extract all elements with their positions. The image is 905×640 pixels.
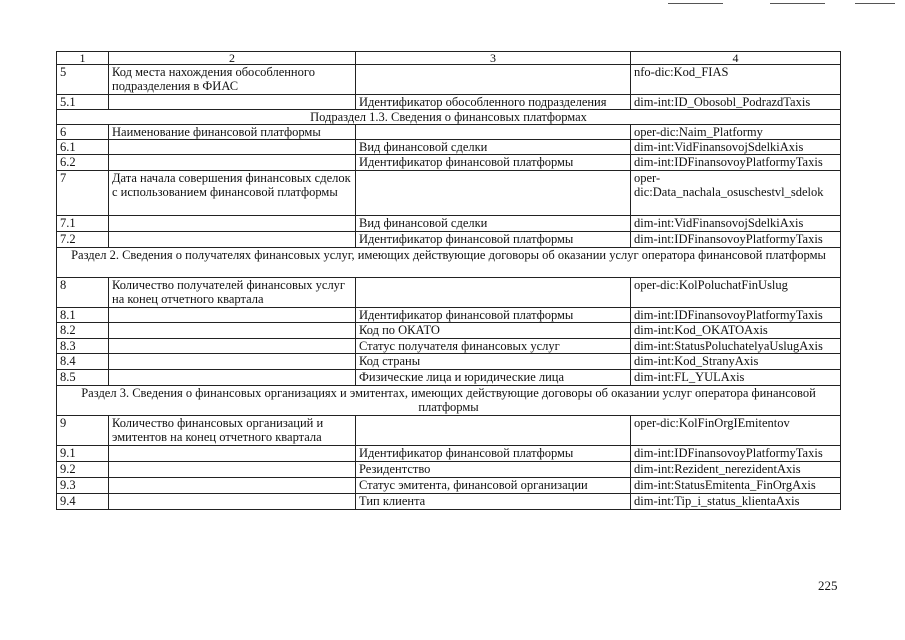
indicator-name <box>109 339 356 354</box>
row-number: 8.4 <box>57 354 109 370</box>
taxonomy-element: dim-int:IDFinansovoyPlatformyTaxis <box>631 308 841 323</box>
table-row <box>57 171 841 216</box>
row-number: 7.1 <box>57 216 109 232</box>
header-rule <box>668 3 723 4</box>
dimension-name: Физические лица и юридические лица <box>356 370 631 386</box>
taxonomy-element: oper-dic:Data_nachala_osuschestvl_sdelok <box>631 171 841 216</box>
row-number: 8 <box>57 278 109 308</box>
dimension-name: Тип клиента <box>356 494 631 510</box>
row-number: 7.2 <box>57 232 109 248</box>
indicator-name: Количество финансовых организаций и эмитентов на конец отчетного квартала <box>109 416 356 446</box>
table-row <box>57 140 841 155</box>
table-row <box>57 232 841 248</box>
table-row <box>57 462 841 478</box>
taxonomy-element: dim-int:IDFinansovoyPlatformyTaxis <box>631 155 841 171</box>
taxonomy-element: nfo-dic:Kod_FIAS <box>631 65 841 95</box>
row-number: 9 <box>57 416 109 446</box>
indicator-name <box>109 308 356 323</box>
indicator-name: Наименование финансовой платформы <box>109 125 356 140</box>
row-number: 8.1 <box>57 308 109 323</box>
column-header: 2 <box>109 52 356 65</box>
taxonomy-element: oper-dic:Naim_Platformy <box>631 125 841 140</box>
indicator-name: Количество получателей финансовых услуг на конец отчетного квартала <box>109 278 356 308</box>
taxonomy-element: dim-int:VidFinansovojSdelkiAxis <box>631 140 841 155</box>
taxonomy-element: dim-int:StatusPoluchatelyaUslugAxis <box>631 339 841 354</box>
table-row <box>57 370 841 386</box>
taxonomy-element: oper-dic:KolPoluchatFinUslug <box>631 278 841 308</box>
dimension-name <box>356 65 631 95</box>
row-number: 9.1 <box>57 446 109 462</box>
table-row <box>57 323 841 339</box>
dimension-name: Код страны <box>356 354 631 370</box>
table-row <box>57 278 841 308</box>
taxonomy-element: dim-int:Kod_OKATOAxis <box>631 323 841 339</box>
taxonomy-element: dim-int:Kod_StranyAxis <box>631 354 841 370</box>
taxonomy-element: dim-int:VidFinansovojSdelkiAxis <box>631 216 841 232</box>
row-number: 8.2 <box>57 323 109 339</box>
table-row <box>57 65 841 95</box>
table-header-row <box>57 52 841 65</box>
dimension-name: Идентификатор финансовой платформы <box>356 308 631 323</box>
row-number: 6 <box>57 125 109 140</box>
indicator-name <box>109 370 356 386</box>
indicator-name: Код места нахождения обособленного подразделения в ФИАС <box>109 65 356 95</box>
table-row <box>57 494 841 510</box>
taxonomy-element: dim-int:Tip_i_status_klientaAxis <box>631 494 841 510</box>
table-row <box>57 446 841 462</box>
table-row <box>57 125 841 140</box>
dimension-name <box>356 278 631 308</box>
page-number: 225 <box>818 578 838 593</box>
table-body <box>57 65 841 510</box>
indicator-name <box>109 354 356 370</box>
column-header: 3 <box>356 52 631 65</box>
table-row <box>57 95 841 110</box>
row-number: 9.4 <box>57 494 109 510</box>
table-row <box>57 308 841 323</box>
indicator-name: Дата начала совершения финансовых сделок с использованием финансовой платформы <box>109 171 356 216</box>
table-row <box>57 339 841 354</box>
indicator-name <box>109 478 356 494</box>
taxonomy-element: dim-int:IDFinansovoyPlatformyTaxis <box>631 446 841 462</box>
section-heading-row <box>57 386 841 416</box>
row-number: 8.5 <box>57 370 109 386</box>
indicator-name <box>109 494 356 510</box>
row-number: 7 <box>57 171 109 216</box>
table-row <box>57 416 841 446</box>
dimension-name: Вид финансовой сделки <box>356 216 631 232</box>
table-row <box>57 478 841 494</box>
indicator-name <box>109 232 356 248</box>
section-heading: Раздел 3. Сведения о финансовых организациях и эмитентах, имеющих действующие договоры об оказании услуг оператора финансовой платформы <box>57 386 841 416</box>
taxonomy-element: dim-int:FL_YULAxis <box>631 370 841 386</box>
row-number: 6.2 <box>57 155 109 171</box>
dimension-name: Статус получателя финансовых услуг <box>356 339 631 354</box>
indicator-name <box>109 155 356 171</box>
dimension-name: Резидентство <box>356 462 631 478</box>
dimension-name <box>356 125 631 140</box>
dimension-name: Код по ОКАТО <box>356 323 631 339</box>
row-number: 8.3 <box>57 339 109 354</box>
taxonomy-table <box>56 51 841 510</box>
row-number: 9.3 <box>57 478 109 494</box>
taxonomy-element: dim-int:Rezident_nerezidentAxis <box>631 462 841 478</box>
taxonomy-element: dim-int:ID_Obosobl_PodrazdTaxis <box>631 95 841 110</box>
header-rule <box>855 3 895 4</box>
indicator-name <box>109 216 356 232</box>
section-heading: Подраздел 1.3. Сведения о финансовых платформах <box>57 110 841 125</box>
table-row <box>57 354 841 370</box>
header-rule <box>770 3 825 4</box>
dimension-name: Идентификатор финансовой платформы <box>356 446 631 462</box>
indicator-name <box>109 462 356 478</box>
taxonomy-element: dim-int:StatusEmitenta_FinOrgAxis <box>631 478 841 494</box>
column-header: 1 <box>57 52 109 65</box>
column-header: 4 <box>631 52 841 65</box>
dimension-name <box>356 171 631 216</box>
indicator-name <box>109 446 356 462</box>
section-heading: Раздел 2. Сведения о получателях финансовых услуг, имеющих действующие договоры об оказании услуг оператора финансовой платформы <box>57 248 841 278</box>
row-number: 5.1 <box>57 95 109 110</box>
table-row <box>57 216 841 232</box>
dimension-name: Идентификатор финансовой платформы <box>356 155 631 171</box>
dimension-name: Идентификатор финансовой платформы <box>356 232 631 248</box>
indicator-name <box>109 323 356 339</box>
row-number: 9.2 <box>57 462 109 478</box>
section-heading-row <box>57 248 841 278</box>
dimension-name: Статус эмитента, финансовой организации <box>356 478 631 494</box>
dimension-name: Идентификатор обособленного подразделения <box>356 95 631 110</box>
indicator-name <box>109 140 356 155</box>
section-heading-row <box>57 110 841 125</box>
taxonomy-element: oper-dic:KolFinOrgIEmitentov <box>631 416 841 446</box>
dimension-name: Вид финансовой сделки <box>356 140 631 155</box>
table-row <box>57 155 841 171</box>
dimension-name <box>356 416 631 446</box>
indicator-name <box>109 95 356 110</box>
taxonomy-element: dim-int:IDFinansovoyPlatformyTaxis <box>631 232 841 248</box>
row-number: 5 <box>57 65 109 95</box>
row-number: 6.1 <box>57 140 109 155</box>
